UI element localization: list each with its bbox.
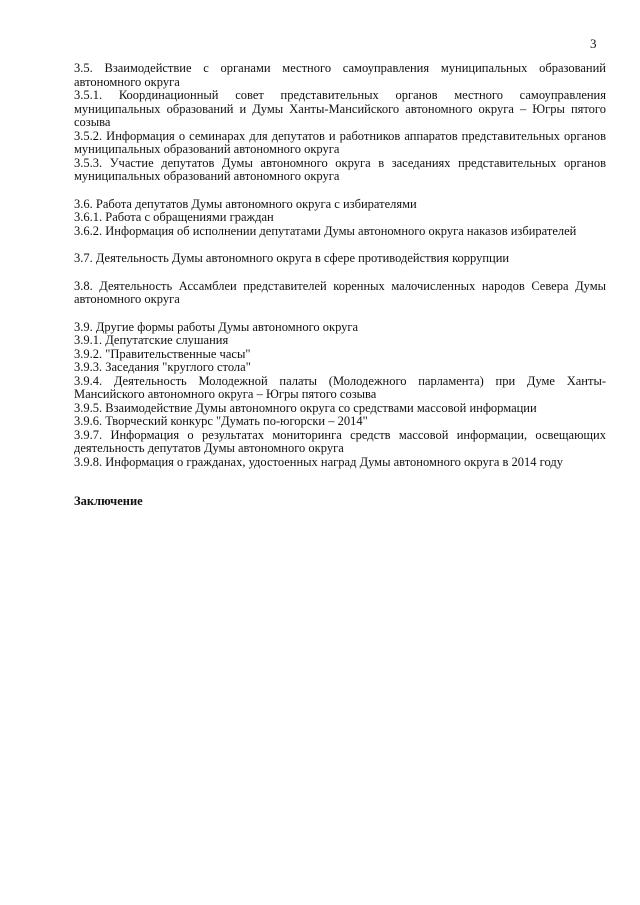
toc-item: 3.9.2. "Правительственные часы"	[74, 346, 251, 361]
toc-item: 3.6. Работа депутатов Думы автономного округа с избирателями	[74, 196, 417, 211]
section-gap	[74, 469, 606, 481]
page-number: 3	[590, 36, 597, 51]
toc-section-3-9	[74, 321, 606, 470]
toc-section-3-8	[74, 280, 606, 307]
section-gap	[74, 238, 606, 252]
toc-item: 3.9.6. Творческий конкурс "Думать по-югорски – 2014"	[74, 414, 368, 428]
section-gap	[74, 184, 606, 198]
toc-item: 3.6.2. Информация об исполнении депутатами Думы автономного округа наказов избирателей	[74, 223, 577, 238]
toc-item: 3.8. Деятельность Ассамблеи представителей коренных малочисленных народов Севера Думы автономного округа	[74, 278, 606, 306]
toc-item: 3.9.5. Взаимодействие Думы автономного округа со средствами массовой информации	[74, 400, 537, 415]
section-gap	[74, 266, 606, 280]
toc-item: 3.9.1. Депутатские слушания	[74, 333, 229, 347]
table-of-contents	[74, 62, 606, 509]
toc-item: 3.7. Деятельность Думы автономного округа в сфере противодействия коррупции	[74, 251, 510, 265]
section-gap	[74, 307, 606, 321]
toc-item: 3.5.1. Координационный совет представительных органов местного самоуправления муниципальных образований и Думы Ханты-Мансийского автономного округа – Югры пятого созыва	[74, 88, 606, 129]
toc-item: 3.9.3. Заседания "круглого стола"	[74, 360, 251, 374]
toc-item: 3.6.1. Работа с обращениями граждан	[74, 210, 274, 224]
toc-item: 3.9.4. Деятельность Молодежной палаты (Молодежного парламента) при Думе Ханты-Мансийского автономного округа – Югры пятого созыва	[74, 373, 606, 401]
toc-item: 3.9.7. Информация о результатах мониторинга средств массовой информации, освещающих деятельность депутатов Думы автономного округа	[74, 427, 606, 455]
toc-item: 3.9. Другие формы работы Думы автономного округа	[74, 319, 359, 334]
toc-section-3-7	[74, 252, 606, 266]
toc-item: 3.5.3. Участие депутатов Думы автономного округа в заседаниях представительных органов муниципальных образований автономного округа	[74, 155, 606, 183]
toc-section-3-6	[74, 198, 606, 239]
conclusion-heading: Заключение	[74, 494, 143, 508]
toc-item: 3.9.8. Информация о гражданах, удостоенных наград Думы автономного округа в 2014 году	[74, 454, 563, 469]
toc-item: 3.5.2. Информация о семинарах для депутатов и работников аппаратов представительных органов муниципальных образований автономного округа	[74, 128, 606, 156]
toc-item: 3.5. Взаимодействие с органами местного самоуправления муниципальных образований автономного округа	[74, 61, 606, 89]
toc-section-3-5	[74, 62, 606, 184]
